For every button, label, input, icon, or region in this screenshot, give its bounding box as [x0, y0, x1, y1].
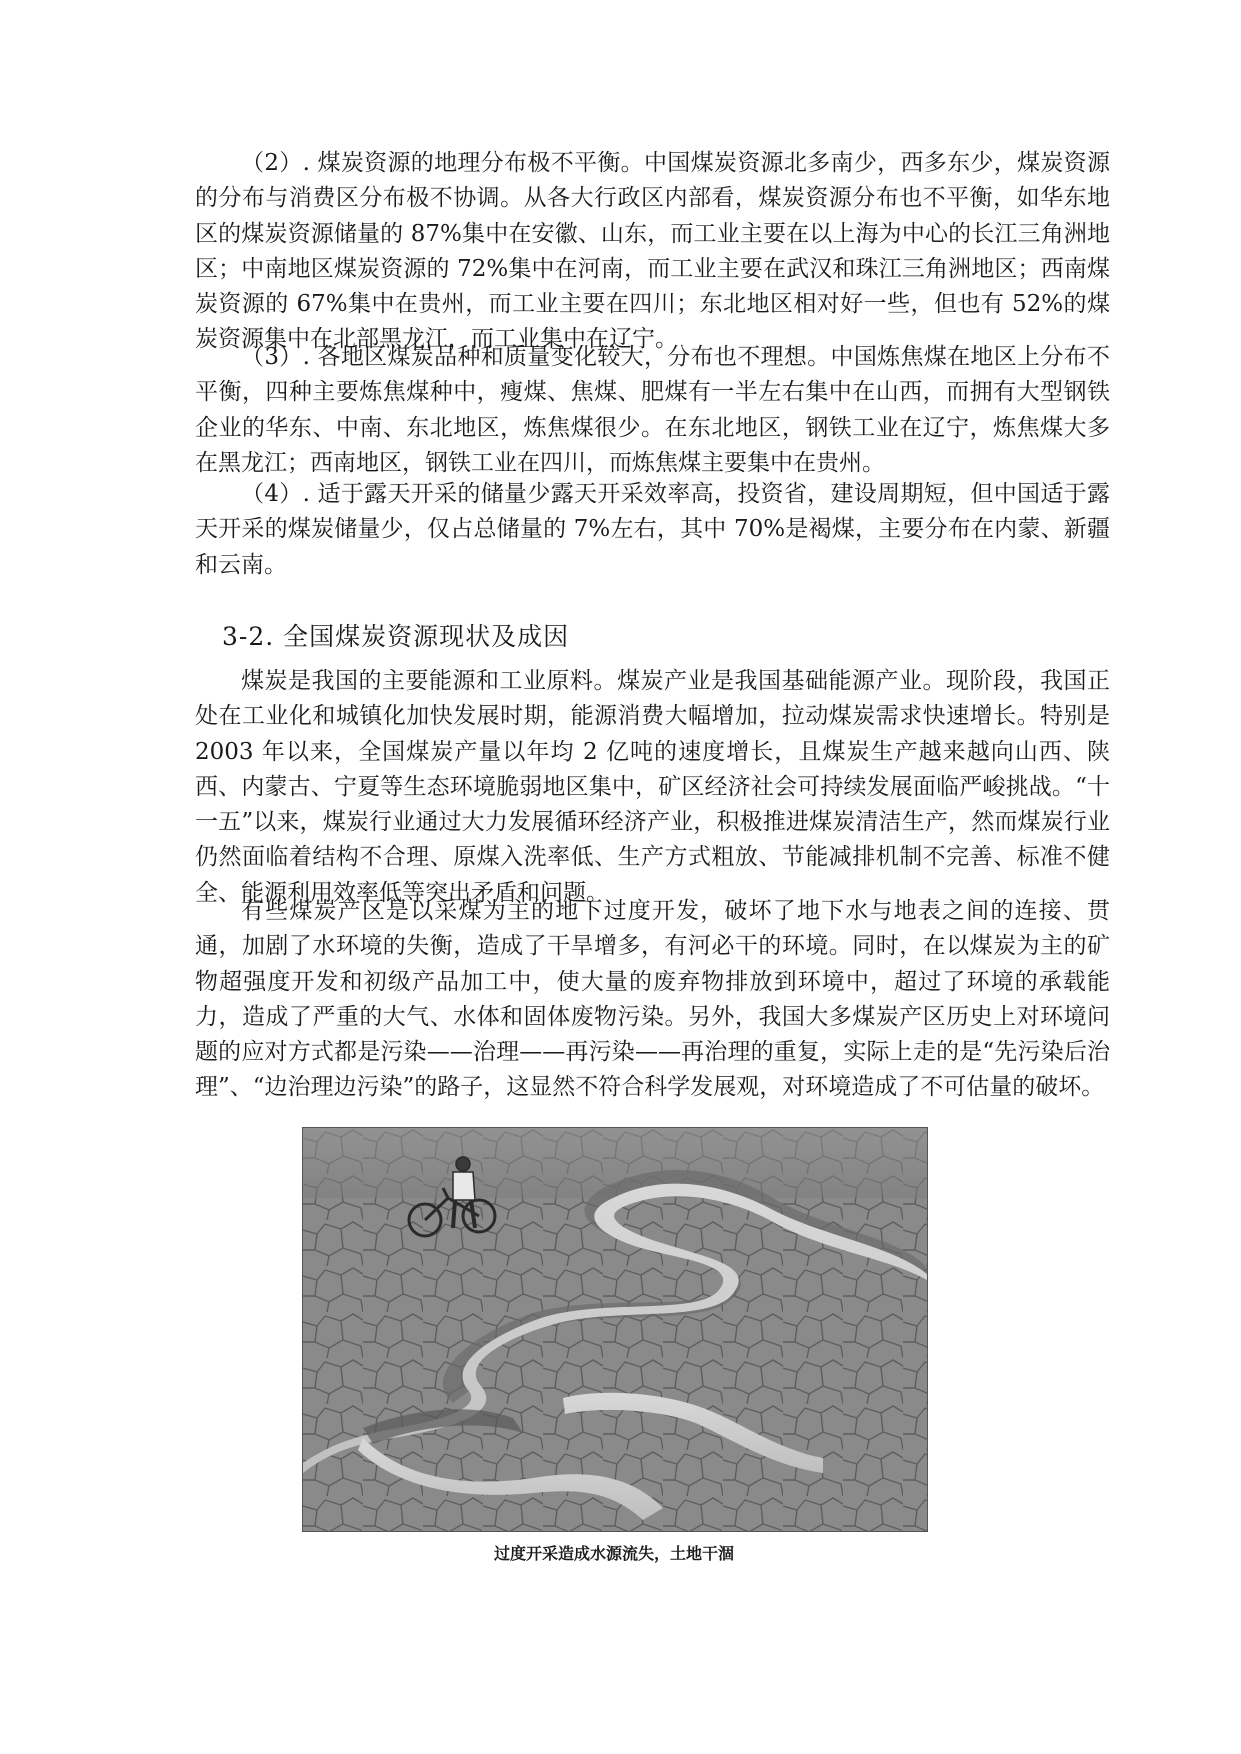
- section-heading: 3-2. 全国煤炭资源现状及成因: [222, 622, 570, 651]
- cracked-riverbed-photo: [302, 1127, 928, 1532]
- paragraph-geographic-distribution: （2）. 煤炭资源的地理分布极不平衡。中国煤炭资源北多南少，西多东少，煤炭资源的分布与消费区分布极不协调。从各大行政区内部看，煤炭资源分布也不平衡，如华东地区的煤炭资源储量的 87%集中在安徽、山东，而工业主要在以上海为中心的长江三角洲地区；中南地区煤炭资源的 72%集中在河南，而工业主要在武汉和珠江三角洲地区；西南煤炭资源的 67%集中在贵州，而工业主要在四川；东北地区相对好一些，但也有 52%的煤炭资源集中在北部黑龙江，而工业集中在辽宁。: [195, 150, 1110, 353]
- paragraph-environmental-damage: 有些煤炭产区是以采煤为主的地下过度开发，破坏了地下水与地表之间的连接、贯通，加剧了水环境的失衡，造成了干旱增多，有河必干的环境。同时，在以煤炭为主的矿物超强度开发和初级产品加工中，使大量的废弃物排放到环境中，超过了环境的承载能力，造成了严重的大气、水体和固体废物污染。另外，我国大多煤炭产区历史上对环境问题的应对方式都是污染——治理——再污染——再治理的重复，实际上走的是“先污染后治理”、“边治理边污染”的路子，这显然不符合科学发展观，对环境造成了不可估量的破坏。: [195, 898, 1110, 1101]
- figure-caption: 过度开采造成水源流失，土地干涸: [493, 1544, 734, 1563]
- paragraph-open-pit-mining: （4）. 适于露天开采的储量少露天开采效率高，投资省，建设周期短，但中国适于露天开采的煤炭储量少，仅占总储量的 7%左右，其中 70%是褐煤，主要分布在内蒙、新疆和云南。: [195, 481, 1110, 578]
- paragraph-coal-quality: （3）. 各地区煤炭品种和质量变化较大，分布也不理想。中国炼焦煤在地区上分布不平衡，四种主要炼焦煤种中，瘦煤、焦煤、肥煤有一半左右集中在山西，而拥有大型钢铁企业的华东、中南、东北地区，炼焦煤很少。在东北地区，钢铁工业在辽宁，炼焦煤大多在黑龙江；西南地区，钢铁工业在四川，而炼焦煤主要集中在贵州。: [195, 344, 1110, 476]
- paragraph-coal-industry-status: 煤炭是我国的主要能源和工业原料。煤炭产业是我国基础能源产业。现阶段，我国正处在工业化和城镇化加快发展时期，能源消费大幅增加，拉动煤炭需求快速增长。特别是 2003 年以来，全国煤炭产量以年均 2 亿吨的速度增长，且煤炭生产越来越向山西、陕西、内蒙古、宁夏等生态环境脆弱地区集中，矿区经济社会可持续发展面临严峻挑战。“十一五”以来，煤炭行业通过大力发展循环经济产业，积极推进煤炭清洁生产，然而煤炭行业仍然面临着结构不合理、原煤入洗率低、生产方式粗放、节能减排机制不完善、标准不健全、能源利用效率低等突出矛盾和问题。: [195, 668, 1110, 906]
